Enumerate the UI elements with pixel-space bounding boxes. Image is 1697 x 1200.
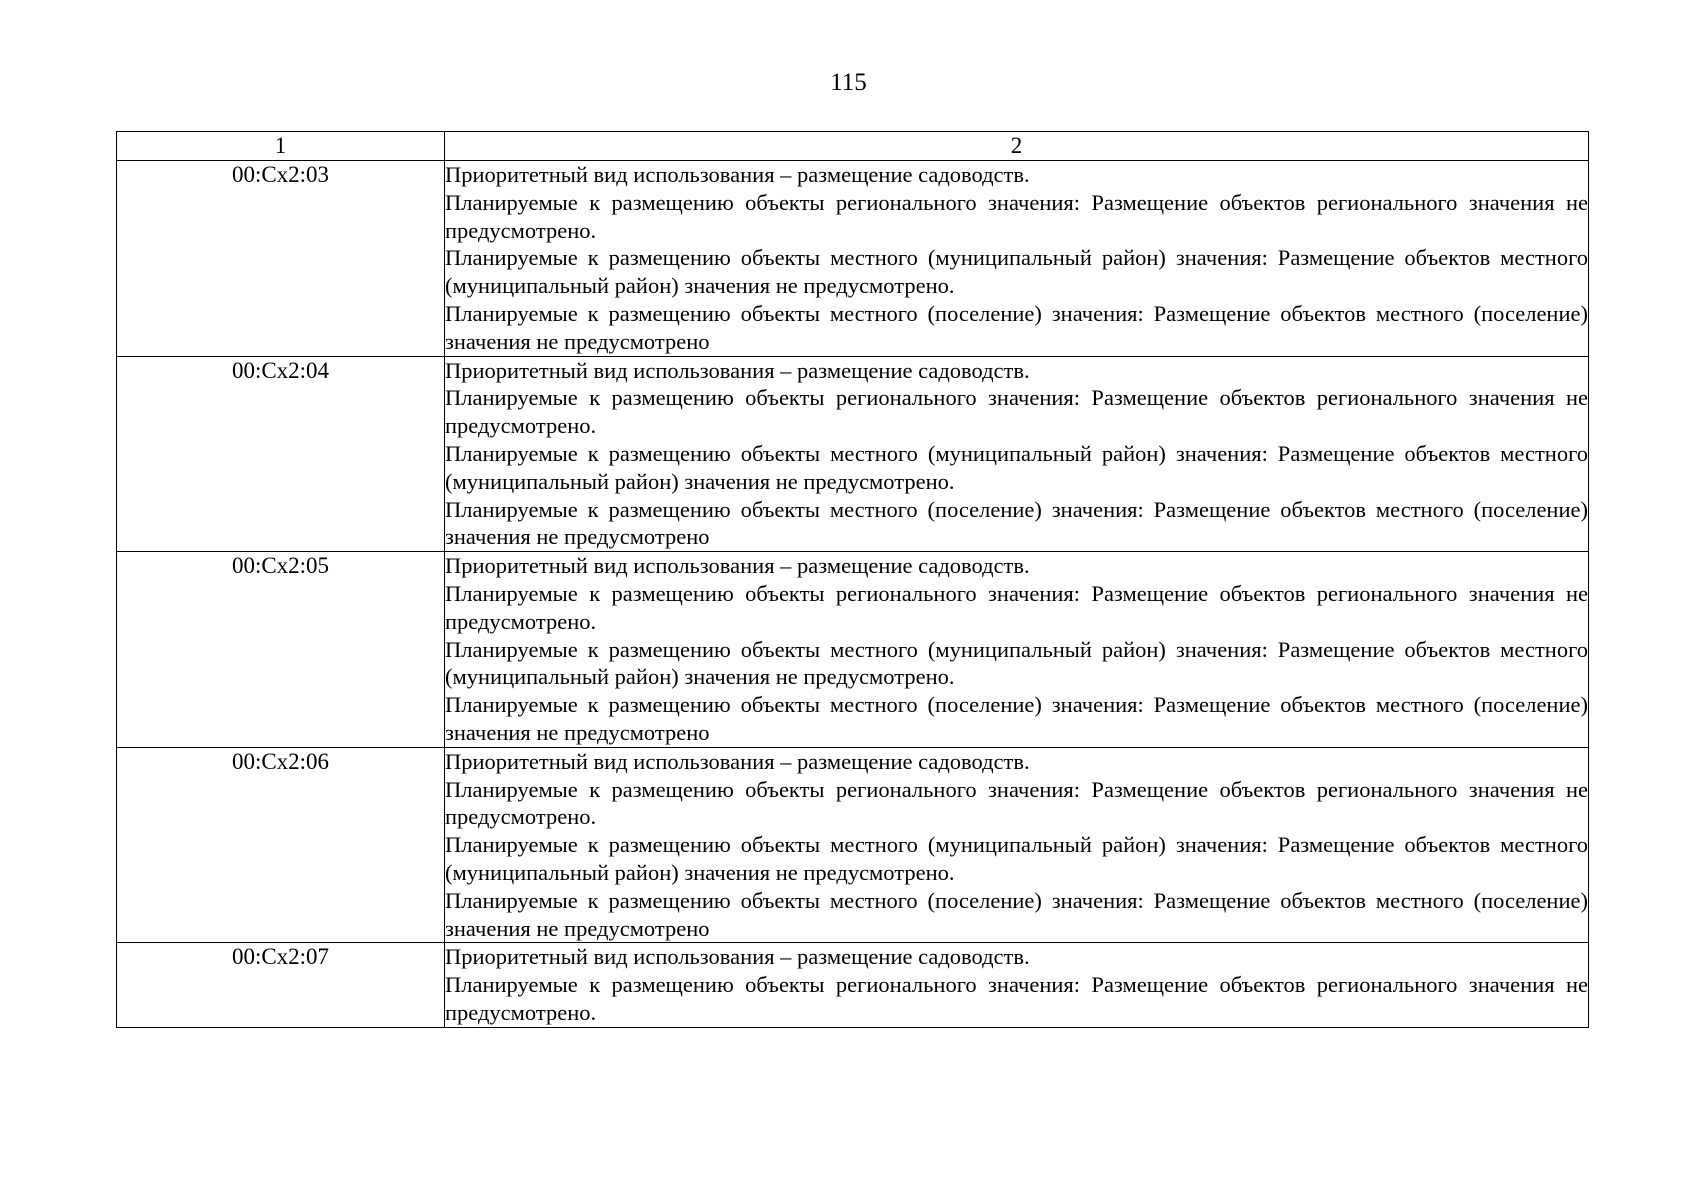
description-paragraph: Приоритетный вид использования – размещение садоводств. — [445, 944, 1030, 970]
header-cell-2: 2 — [445, 132, 1589, 161]
zones-table — [116, 131, 1589, 1028]
description-paragraph: Планируемые к размещению объекты местного (муниципальный район) значения: Размещение объектов местного (муниципальный район) значения не предусмотрено. — [445, 832, 1588, 885]
zone-description-cell — [445, 161, 1589, 357]
table-row — [117, 161, 1589, 357]
description-paragraph: Приоритетный вид использования – размещение садоводств. — [445, 162, 1030, 187]
zone-description-cell — [445, 747, 1589, 943]
table-row — [117, 747, 1589, 943]
zone-code-cell: 00:Сх2:06 — [117, 747, 445, 943]
description-paragraph: Приоритетный вид использования – размещение садоводств. — [445, 748, 1030, 774]
zone-code-cell: 00:Сх2:04 — [117, 356, 445, 552]
description-paragraph: Планируемые к размещению объекты местного (муниципальный район) значения: Размещение объектов местного (муниципальный район) значения не предусмотрено. — [445, 636, 1588, 690]
description-paragraph: Планируемые к размещению объекты местного (муниципальный район) значения: Размещение объектов местного (муниципальный район) значения не предусмотрено. — [445, 245, 1588, 299]
table-header-row — [117, 132, 1589, 161]
description-paragraph: Планируемые к размещению объекты местного (поселение) значения: Размещение объектов местного (поселение) значения не предусмотрено — [445, 496, 1588, 550]
description-paragraph: Планируемые к размещению объекты регионального значения: Размещение объектов регионального значения не предусмотрено. — [445, 189, 1588, 243]
page-number: 115 — [830, 69, 867, 96]
description-paragraph: Приоритетный вид использования – размещение садоводств. — [445, 553, 1030, 579]
table-row — [117, 552, 1589, 748]
description-paragraph: Планируемые к размещению объекты регионального значения: Размещение объектов регионального значения не предусмотрено. — [445, 776, 1588, 830]
table-row — [117, 356, 1589, 552]
zone-description-cell — [445, 552, 1589, 748]
zone-description-cell — [445, 943, 1589, 1027]
description-paragraph: Планируемые к размещению объекты регионального значения: Размещение объектов регионального значения не предусмотрено. — [445, 580, 1588, 634]
description-paragraph: Планируемые к размещению объекты местного (муниципальный район) значения: Размещение объектов местного (муниципальный район) значения не предусмотрено. — [445, 440, 1588, 494]
description-paragraph: Приоритетный вид использования – размещение садоводств. — [445, 357, 1030, 383]
zone-description-cell — [445, 356, 1589, 552]
description-paragraph: Планируемые к размещению объекты регионального значения: Размещение объектов регионального значения не предусмотрено. — [445, 972, 1588, 1025]
table-body — [117, 132, 1589, 1028]
description-paragraph: Планируемые к размещению объекты местного (поселение) значения: Размещение объектов местного (поселение) значения не предусмотрено — [445, 887, 1588, 941]
description-paragraph: Планируемые к размещению объекты местного (поселение) значения: Размещение объектов местного (поселение) значения не предусмотрено — [445, 300, 1588, 354]
zone-code-cell: 00:Сх2:05 — [117, 552, 445, 748]
zone-code-cell: 00:Сх2:07 — [117, 943, 445, 1027]
description-paragraph: Планируемые к размещению объекты местного (поселение) значения: Размещение объектов местного (поселение) значения не предусмотрено — [445, 692, 1588, 745]
header-cell-1: 1 — [117, 132, 445, 161]
table-row — [117, 943, 1589, 1027]
zone-code-cell: 00:Сх2:03 — [117, 161, 445, 357]
description-paragraph: Планируемые к размещению объекты регионального значения: Размещение объектов регионального значения не предусмотрено. — [445, 385, 1588, 439]
